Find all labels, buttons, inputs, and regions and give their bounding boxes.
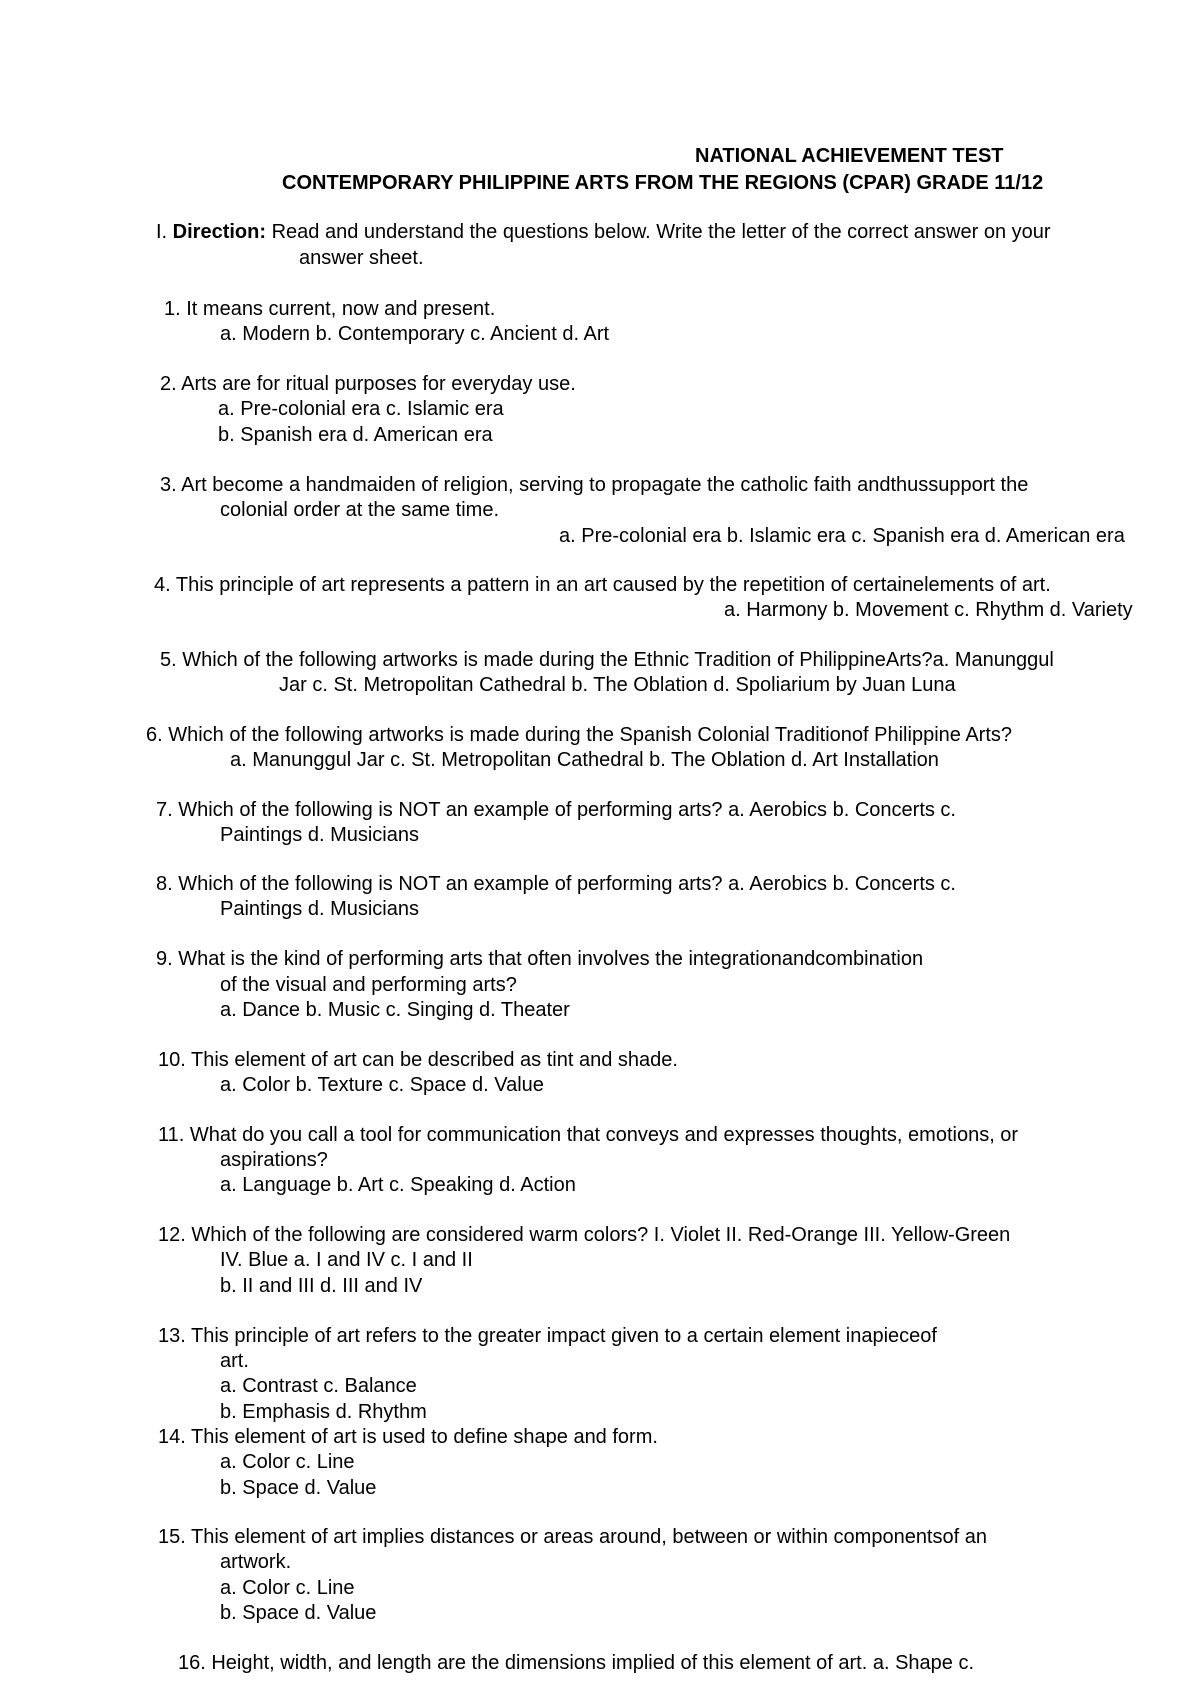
question-13-text: 13. This principle of art refers to the greater impact given to a certain element inapieceof [158,1325,937,1347]
question-11-text: 11. What do you call a tool for communication that conveys and expresses thoughts, emotions, or [158,1124,1019,1146]
question-7-text: 7. Which of the following is NOT an example of performing arts? a. Aerobics b. Concerts c. [156,799,956,821]
question-10-text: 10. This element of art can be described as tint and shade. [158,1049,678,1071]
question-9-text: 9. What is the kind of performing arts that often involves the integrationandcombination [156,948,924,970]
question-3-text-cont: colonial order at the same time. [220,499,500,521]
direction-continuation: answer sheet. [299,247,424,269]
question-8-text: 8. Which of the following is NOT an example of performing arts? a. Aerobics b. Concerts c. [156,873,956,895]
question-13-options-b: b. Emphasis d. Rhythm [220,1401,427,1423]
question-11-options: a. Language b. Art c. Speaking d. Action [220,1174,576,1196]
question-6-options: a. Manunggul Jar c. St. Metropolitan Cathedral b. The Oblation d. Art Installation [230,749,939,771]
question-7-text-cont: Paintings d. Musicians [220,824,419,846]
question-2-options-a: a. Pre-colonial era c. Islamic era [218,398,504,420]
question-14-options-b: b. Space d. Value [220,1477,377,1499]
question-14-options-a: a. Color c. Line [220,1451,355,1473]
question-12-options: b. II and III d. III and IV [220,1275,423,1297]
question-13-text-cont: art. [220,1350,249,1372]
question-12-text-cont: IV. Blue a. I and IV c. I and II [220,1249,473,1271]
question-15-text-cont: artwork. [220,1551,292,1573]
question-1-text: 1. It means current, now and present. [164,298,496,320]
question-2-options-b: b. Spanish era d. American era [218,424,493,446]
question-4-options: a. Harmony b. Movement c. Rhythm d. Variety [724,599,1133,621]
direction-text: Read and understand the questions below. Write the letter of the correct answer on your [266,221,1051,243]
question-9-options: a. Dance b. Music c. Singing d. Theater [220,999,570,1021]
question-16-text: 16. Height, width, and length are the dimensions implied of this element of art. a. Shape c. [178,1652,975,1674]
question-5-text: 5. Which of the following artworks is made during the Ethnic Tradition of PhilippineArts?a. Manunggul [160,649,1054,671]
question-5-text-cont: Jar c. St. Metropolitan Cathedral b. The Oblation d. Spoliarium by Juan Luna [279,674,956,696]
question-15-options-b: b. Space d. Value [220,1602,377,1624]
direction-prefix: I. [156,221,173,243]
question-3-options: a. Pre-colonial era b. Islamic era c. Spanish era d. American era [559,525,1125,547]
document-title: NATIONAL ACHIEVEMENT TEST [695,145,1004,167]
question-10-options: a. Color b. Texture c. Space d. Value [220,1074,544,1096]
question-15-options-a: a. Color c. Line [220,1577,355,1599]
question-1-options: a. Modern b. Contemporary c. Ancient d. Art [220,323,610,345]
direction-line [156,220,1051,245]
question-12-text: 12. Which of the following are considered warm colors? I. Violet II. Red-Orange III. Yellow-Green [158,1224,1011,1246]
question-15-text: 15. This element of art implies distances or areas around, between or within componentsof an [158,1526,987,1548]
question-13-options-a: a. Contrast c. Balance [220,1375,417,1397]
question-8-text-cont: Paintings d. Musicians [220,898,419,920]
question-6-text: 6. Which of the following artworks is made during the Spanish Colonial Traditionof Philippine Arts? [146,724,1013,746]
question-11-text-cont: aspirations? [220,1149,328,1171]
question-9-text-cont: of the visual and performing arts? [220,974,517,996]
direction-label: Direction: [172,221,267,243]
document-subtitle: CONTEMPORARY PHILIPPINE ARTS FROM THE REGIONS (CPAR) GRADE 11/12 [282,172,1044,194]
question-14-text: 14. This element of art is used to define shape and form. [158,1426,658,1448]
question-3-text: 3. Art become a handmaiden of religion, serving to propagate the catholic faith andthussupport the [160,474,1029,496]
question-4-text: 4. This principle of art represents a pattern in an art caused by the repetition of certainelements of art. [154,574,1051,596]
question-2-text: 2. Arts are for ritual purposes for everyday use. [160,373,576,395]
